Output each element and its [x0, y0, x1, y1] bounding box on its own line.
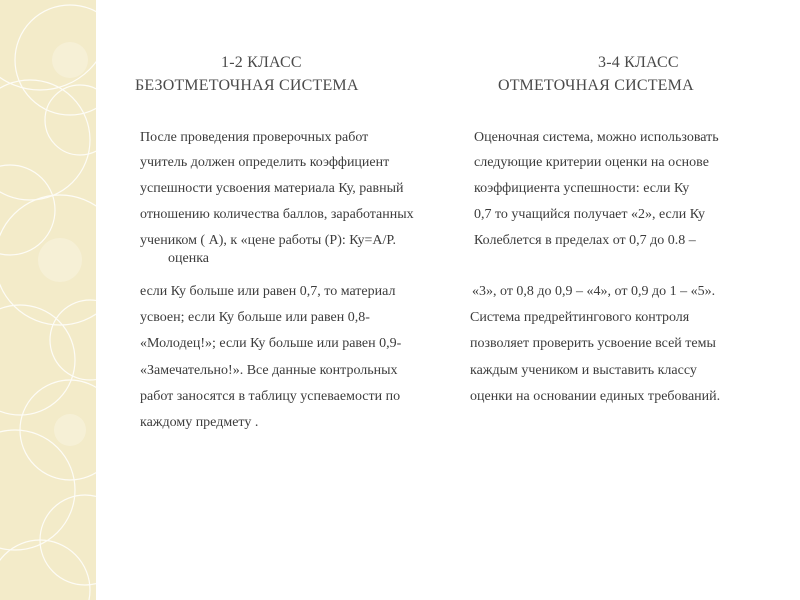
text-line: работ заносятся в таблицу успеваемости по	[140, 389, 401, 404]
text-line: учеником ( А), к «цене работы (Р): Ку=А/Р.	[140, 233, 396, 248]
text-line: успешности усвоения материала Ку, равный	[140, 181, 404, 196]
right-heading-system: ОТМЕТОЧНАЯ СИСТЕМА	[498, 77, 694, 94]
ornament-circles	[0, 0, 96, 600]
left-heading-system: БЕЗОТМЕТОЧНАЯ СИСТЕМА	[135, 77, 359, 94]
text-line: оценка	[168, 251, 210, 266]
text-line: Система предрейтингового контроля	[470, 310, 690, 325]
left-heading-grade: 1-2 КЛАСС	[221, 54, 302, 71]
text-line: «Замечательно!». Все данные контрольных	[140, 363, 398, 378]
text-line: Оценочная система, можно использовать	[474, 130, 719, 145]
text-line: После проведения проверочных работ	[140, 130, 369, 145]
text-line: усвоен; если Ку больше или равен 0,8-	[140, 310, 370, 325]
text-line: отношению количества баллов, заработанных	[140, 207, 414, 222]
text-line: «Молодец!»; если Ку больше или равен 0,9-	[140, 336, 402, 351]
right-column-heading	[498, 51, 694, 97]
text-line: если Ку больше или равен 0,7, то материал	[140, 284, 396, 299]
decorative-side-panel	[0, 0, 96, 600]
left-column-heading	[135, 51, 359, 97]
right-heading-grade: 3-4 КЛАСС	[598, 54, 679, 71]
text-line: «3», от 0,8 до 0,9 – «4», от 0,9 до 1 – «5».	[472, 284, 716, 299]
text-line: каждому предмету .	[140, 415, 259, 430]
text-line: Колеблется в пределах от 0,7 до 0.8 –	[474, 233, 696, 248]
text-line: учитель должен определить коэффициент	[140, 155, 390, 170]
text-line: 0,7 то учащийся получает «2», если Ку	[474, 207, 706, 222]
text-line: оценки на основании единых требований.	[470, 389, 721, 404]
text-line: позволяет проверить усвоение всей темы	[470, 336, 716, 351]
text-line: каждым учеником и выставить классу	[470, 363, 697, 378]
text-line: коэффициента успешности: если Ку	[474, 181, 690, 196]
text-line: следующие критерии оценки на основе	[474, 155, 709, 170]
